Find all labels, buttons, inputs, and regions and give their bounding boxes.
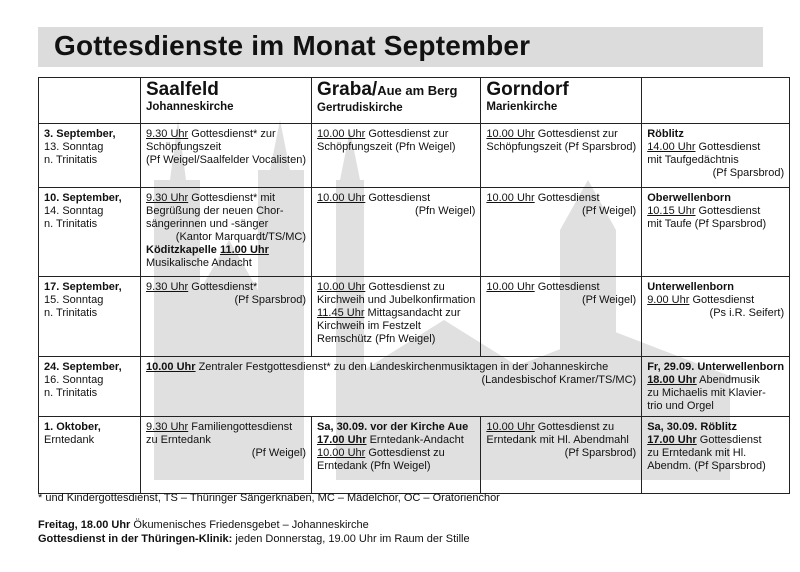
place: Unterwellenborn	[647, 281, 734, 293]
trinity: n. Trinitatis	[44, 218, 98, 230]
sunday: 15. Sonntag	[44, 294, 104, 306]
service-line	[146, 244, 306, 257]
service-text: Gottesdienst zu	[365, 281, 445, 293]
service-line	[486, 421, 636, 434]
service-text: Gottesdienst* zur	[188, 128, 276, 140]
gorndorf-cell	[481, 277, 642, 357]
service-time: 10.00 Uhr	[317, 281, 366, 293]
place: Fr, 29.09. Unterwellenborn	[647, 361, 785, 373]
service-line: (Pf Sparsbrod)	[712, 167, 785, 179]
service-line: zu Michaelis mit Klavier-	[647, 387, 766, 399]
place: Sa, 30.09. Röblitz	[647, 421, 738, 433]
service-line	[146, 128, 306, 141]
service-line	[647, 434, 784, 447]
date-cell	[39, 124, 141, 188]
graba-cell	[312, 188, 481, 277]
header-row	[39, 78, 790, 124]
footer-text: jeden Donnerstag, 19.00 Uhr im Raum der Stille	[232, 533, 470, 545]
service-line	[486, 281, 636, 294]
service-line	[146, 421, 306, 434]
date-cell	[39, 188, 141, 277]
event-head: Sa, 30.09. vor der Kirche Aue	[317, 421, 469, 433]
gorndorf-cell	[481, 124, 642, 188]
service-line: mit Taufgedächtnis	[647, 154, 739, 166]
service-line: (Pfn Weigel)	[415, 205, 476, 217]
footer-text: Ökumenisches Friedensgebet – Johanneskirche	[130, 519, 369, 531]
service-text: Abendmusik	[696, 374, 760, 386]
other-cell	[642, 357, 790, 417]
service-text: Gottesdienst*	[188, 281, 258, 293]
date: 24. September,	[44, 361, 122, 373]
service-line: (Pf Weigel)	[251, 447, 306, 459]
trinity: n. Trinitatis	[44, 307, 98, 319]
service-text: Zentraler Festgottesdienst* zu den Landeskirchenmusiktagen in der Johanneskirche	[195, 361, 609, 373]
location-name-text: Graba/	[317, 79, 378, 100]
service-line: (Pf Sparsbrod)	[564, 447, 637, 459]
location-name: Saalfeld	[146, 79, 219, 100]
service-text: Gottesdienst	[534, 192, 600, 204]
sunday: 14. Sonntag	[44, 205, 104, 217]
graba-cell	[312, 277, 481, 357]
header-other-cell	[642, 78, 790, 124]
trinity: n. Trinitatis	[44, 387, 98, 399]
service-line: sängerinnen und -sänger	[146, 218, 269, 230]
service-time: 17.00 Uhr	[317, 434, 367, 446]
service-time: 9.30 Uhr	[146, 192, 189, 204]
service-line	[647, 294, 784, 307]
header-empty-cell	[39, 78, 141, 124]
footer-line-1	[38, 519, 369, 531]
service-time: 9.30 Uhr	[146, 128, 189, 140]
date: 10. September,	[44, 192, 122, 204]
location-name	[317, 79, 475, 102]
gorndorf-cell	[481, 417, 642, 494]
date: 17. September,	[44, 281, 122, 293]
service-text: Gottesdienst	[534, 281, 600, 293]
table-row	[39, 277, 790, 357]
place: Oberwellenborn	[647, 192, 731, 204]
service-line: Kirchweih im Festzelt	[317, 320, 421, 332]
location-suffix: Aue am Berg	[377, 83, 458, 98]
service-time: 11.00 Uhr	[219, 244, 269, 256]
service-line: (Pf Sparsbrod)	[234, 294, 306, 306]
location-church: Johanneskirche	[146, 101, 234, 113]
saalfeld-cell	[141, 417, 312, 494]
service-line: (Pf Weigel/Saalfelder Vocalisten)	[146, 154, 306, 166]
service-time: 10.00 Uhr	[486, 421, 535, 433]
service-text: Erntedank-Andacht	[366, 434, 464, 446]
service-time: 18.00 Uhr	[647, 374, 697, 386]
location-gorndorf	[481, 78, 642, 124]
service-line: Kirchweih und Jubelkonfirmation	[317, 294, 476, 306]
location-graba	[312, 78, 481, 124]
service-time: 10.00 Uhr	[486, 192, 535, 204]
service-time: 10.00 Uhr	[486, 281, 535, 293]
service-text: Gottesdienst zu	[534, 421, 615, 433]
service-text: Gottesdienst	[695, 141, 761, 153]
service-time: 9.30 Uhr	[146, 421, 189, 433]
service-line: (Pf Weigel)	[581, 294, 637, 306]
service-text: Familiengottesdienst	[188, 421, 293, 433]
trinity: n. Trinitatis	[44, 154, 98, 166]
service-text: Gottesdienst	[365, 192, 431, 204]
service-line: Abendm. (Pf Sparsbrod)	[647, 460, 766, 472]
service-text: Gottesdienst zur	[534, 128, 618, 140]
service-line	[317, 447, 475, 460]
service-line: Musikalische Andacht	[146, 257, 252, 269]
location-saalfeld	[141, 78, 312, 124]
title-bar	[38, 27, 763, 67]
service-line	[647, 141, 784, 154]
service-line	[317, 434, 475, 447]
service-line	[317, 281, 475, 294]
service-time: 10.00 Uhr	[486, 128, 535, 140]
page-title: Gottesdienste im Monat September	[54, 30, 531, 61]
service-line	[486, 128, 636, 141]
service-line	[647, 374, 784, 387]
service-line: Erntedank (Pfn Weigel)	[317, 460, 431, 472]
service-line: Schöpfungszeit	[146, 141, 222, 153]
footnote: * und Kindergottesdienst, TS – Thüringer Sängerknaben, MC – Mädelchor, OC – Oratorienchor	[38, 492, 500, 504]
other-cell	[642, 417, 790, 494]
service-line	[486, 192, 636, 205]
other-cell	[642, 277, 790, 357]
service-line: Remschütz (Pfn Weigel)	[317, 333, 436, 345]
location-name: Gorndorf	[486, 79, 569, 100]
service-line: (Pf Weigel)	[581, 205, 637, 217]
service-line	[146, 361, 636, 374]
service-line: (Kantor Marquardt/TS/MC)	[175, 231, 306, 243]
service-line: Schöpfungszeit (Pfn Weigel)	[317, 141, 456, 153]
service-time: 17.00 Uhr	[647, 434, 697, 446]
service-time: 14.00 Uhr	[647, 141, 696, 153]
schedule-table	[38, 77, 790, 494]
table-row	[39, 357, 790, 417]
service-text: Gottesdienst	[695, 205, 761, 217]
graba-cell	[312, 417, 481, 494]
service-text: Gottesdienst	[696, 434, 762, 446]
other-cell	[642, 188, 790, 277]
date-cell	[39, 277, 141, 357]
service-text: Gottesdienst zur	[365, 128, 449, 140]
table-row	[39, 188, 790, 277]
saalfeld-cell	[141, 277, 312, 357]
service-time: 9.00 Uhr	[647, 294, 690, 306]
service-line	[647, 205, 784, 218]
service-time: 9.30 Uhr	[146, 281, 189, 293]
sunday: Erntedank	[44, 434, 95, 446]
location-church: Marienkirche	[486, 101, 558, 113]
gorndorf-cell	[481, 188, 642, 277]
place: Röblitz	[647, 128, 684, 140]
service-line: Erntedank mit Hl. Abendmahl	[486, 434, 629, 446]
service-line	[146, 192, 306, 205]
service-line	[317, 307, 475, 320]
service-time: 10.00 Uhr	[146, 361, 196, 373]
service-line: mit Taufe (Pf Sparsbrod)	[647, 218, 767, 230]
chapel-name: Köditzkapelle	[146, 244, 220, 256]
date-cell	[39, 417, 141, 494]
location-church: Gertrudiskirche	[317, 102, 403, 114]
service-time: 10.15 Uhr	[647, 205, 696, 217]
service-time: 10.00 Uhr	[317, 192, 366, 204]
service-line: (Ps i.R. Seifert)	[709, 307, 785, 319]
service-text: Gottesdienst zu	[365, 447, 445, 459]
service-line	[317, 128, 475, 141]
service-line: (Landesbischof Kramer/TS/MC)	[481, 374, 637, 386]
footer-bold: Gottesdienst in der Thüringen-Klinik:	[38, 533, 233, 545]
service-line: zu Erntedank mit Hl.	[647, 447, 747, 459]
service-text: Gottesdienst* mit	[188, 192, 276, 204]
service-line	[317, 192, 475, 205]
service-line: Begrüßung der neuen Chor-	[146, 205, 284, 217]
merged-service-cell	[141, 357, 642, 417]
service-time: 11.45 Uhr	[317, 307, 365, 319]
service-text: Mittagsandacht zur	[364, 307, 461, 319]
date-cell	[39, 357, 141, 417]
other-cell	[642, 124, 790, 188]
service-time: 10.00 Uhr	[317, 128, 366, 140]
sunday: 16. Sonntag	[44, 374, 104, 386]
table-row	[39, 417, 790, 494]
table-row	[39, 124, 790, 188]
service-line: Schöpfungszeit (Pf Sparsbrod)	[486, 141, 637, 153]
service-line: zu Erntedank	[146, 434, 211, 446]
saalfeld-cell	[141, 124, 312, 188]
saalfeld-cell	[141, 188, 312, 277]
service-text: Gottesdienst	[689, 294, 755, 306]
service-time: 10.00 Uhr	[317, 447, 366, 459]
date: 1. Oktober,	[44, 421, 101, 433]
sunday: 13. Sonntag	[44, 141, 104, 153]
footer-bold: Freitag, 18.00 Uhr	[38, 519, 131, 531]
date: 3. September,	[44, 128, 116, 140]
graba-cell	[312, 124, 481, 188]
footer-line-2	[38, 533, 470, 545]
service-line: trio und Orgel	[647, 400, 714, 412]
service-line	[146, 281, 306, 294]
